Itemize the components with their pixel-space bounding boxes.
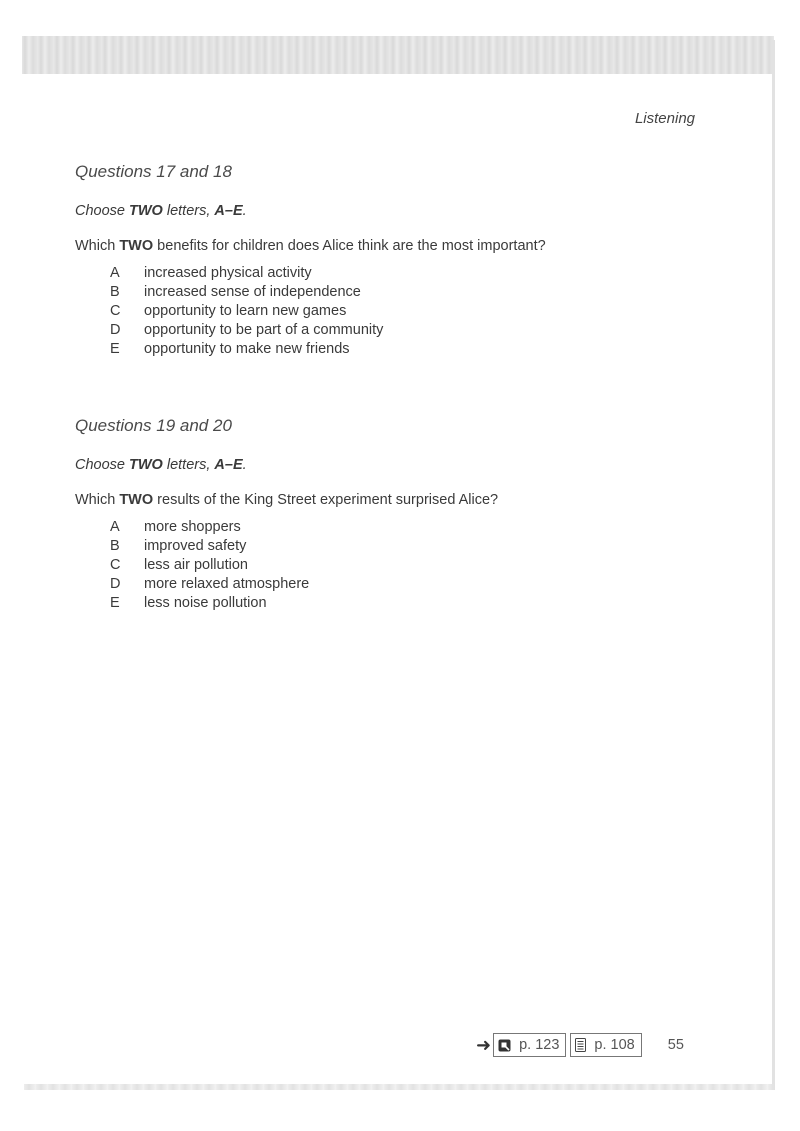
audio-script-icon bbox=[498, 1039, 511, 1052]
question-instruction: Choose TWO letters, A–E. bbox=[75, 457, 247, 473]
option-c: C opportunity to learn new games bbox=[110, 303, 347, 319]
audio-script-page: p. 123 bbox=[519, 1037, 560, 1053]
option-e: E less noise pollution bbox=[110, 595, 267, 611]
option-a: A increased physical activity bbox=[110, 265, 312, 281]
options-list bbox=[110, 264, 715, 359]
page-number: 55 bbox=[667, 1037, 684, 1053]
page-footer bbox=[476, 1033, 684, 1057]
question-heading: Questions 17 and 18 bbox=[75, 162, 232, 181]
section-label: Listening bbox=[634, 110, 695, 127]
options-list bbox=[110, 518, 715, 613]
answer-key-page: p. 108 bbox=[594, 1037, 635, 1053]
option-b: B increased sense of independence bbox=[110, 284, 361, 300]
scan-edge-top bbox=[22, 36, 774, 74]
question-instruction: Choose TWO letters, A–E. bbox=[75, 203, 247, 219]
scan-edge-right bbox=[772, 40, 775, 1090]
question-text: Which TWO results of the King Street experiment surprised Alice? bbox=[75, 492, 499, 508]
question-group-17-18 bbox=[75, 162, 715, 359]
scan-edge-bottom bbox=[24, 1084, 774, 1090]
question-text: Which TWO benefits for children does Alice think are the most important? bbox=[75, 238, 546, 254]
option-e: E opportunity to make new friends bbox=[110, 341, 350, 357]
answer-key-icon bbox=[575, 1038, 586, 1052]
question-group-19-20 bbox=[75, 416, 715, 613]
option-c: C less air pollution bbox=[110, 557, 248, 573]
option-a: A more shoppers bbox=[110, 519, 241, 535]
arrow-right-icon: ➜ bbox=[476, 1034, 492, 1055]
audio-script-reference bbox=[493, 1033, 566, 1057]
option-d: D opportunity to be part of a community bbox=[110, 322, 384, 338]
question-heading: Questions 19 and 20 bbox=[75, 416, 232, 435]
answer-key-reference bbox=[570, 1033, 641, 1057]
option-d: D more relaxed atmosphere bbox=[110, 576, 310, 592]
option-b: B improved safety bbox=[110, 538, 247, 554]
